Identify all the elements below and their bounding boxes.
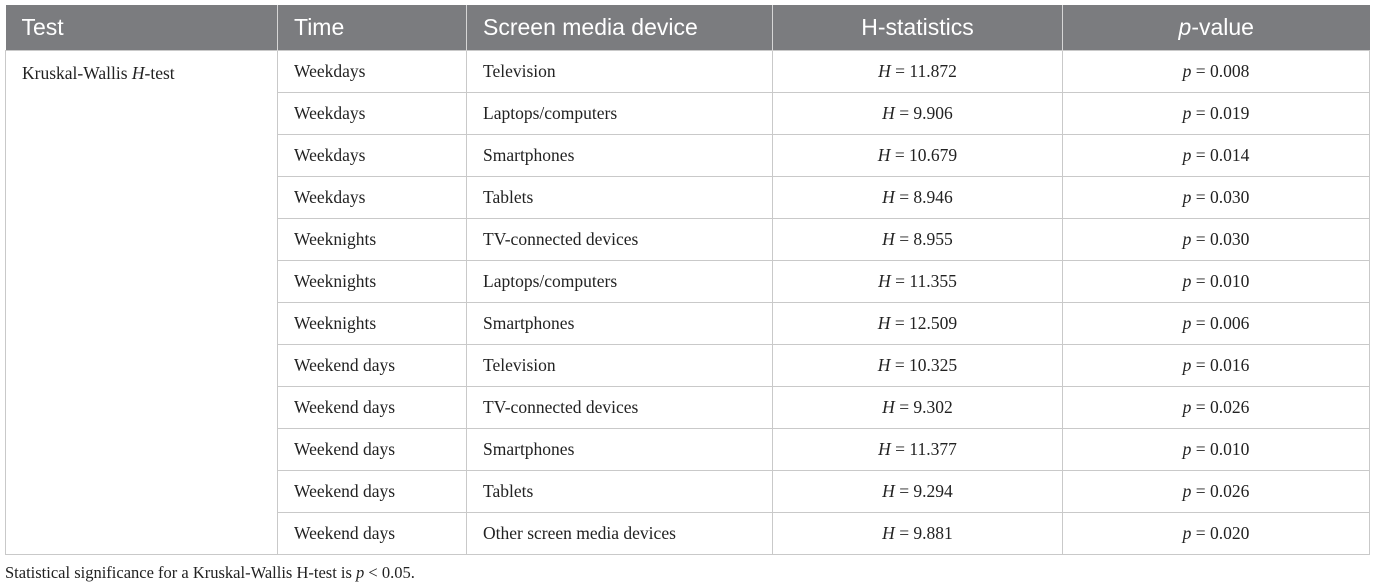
- p-value-cell: [1063, 429, 1370, 471]
- h-statistic-cell: [773, 219, 1063, 261]
- h-statistic-cell: [773, 93, 1063, 135]
- time-cell: Weeknights: [278, 303, 467, 345]
- p-value-cell: [1063, 345, 1370, 387]
- h-statistic-cell: [773, 177, 1063, 219]
- time-cell: Weekend days: [278, 429, 467, 471]
- h-statistic-cell: [773, 471, 1063, 513]
- h-value: = 9.302: [899, 397, 953, 417]
- header-p-rest: -value: [1191, 14, 1254, 40]
- device-cell: Tablets: [467, 177, 773, 219]
- footnote-suffix: < 0.05.: [364, 563, 415, 582]
- h-value: = 11.355: [895, 271, 957, 291]
- p-symbol: p: [1182, 313, 1192, 333]
- h-value: = 9.294: [899, 481, 953, 501]
- p-value-cell: [1063, 387, 1370, 429]
- p-symbol: p: [1182, 481, 1192, 501]
- time-cell: Weekend days: [278, 345, 467, 387]
- h-symbol: H: [878, 61, 891, 81]
- header-test: Test: [6, 5, 278, 51]
- time-cell: Weekdays: [278, 177, 467, 219]
- h-value: = 11.377: [895, 439, 957, 459]
- p-value-cell: [1063, 219, 1370, 261]
- h-value: = 12.509: [894, 313, 958, 333]
- header-h-statistics: H-statistics: [773, 5, 1063, 51]
- test-label-prefix: Kruskal-Wallis: [22, 63, 132, 83]
- header-p-italic: p: [1178, 14, 1192, 40]
- h-statistic-cell: [773, 429, 1063, 471]
- p-value: = 0.010: [1195, 271, 1250, 291]
- p-symbol: p: [1182, 103, 1192, 123]
- header-row: [6, 5, 1370, 51]
- footnote-italic: p: [356, 563, 365, 582]
- p-symbol: p: [1182, 187, 1192, 207]
- header-p-value: [1063, 5, 1370, 51]
- header-time: Time: [278, 5, 467, 51]
- h-value: = 11.872: [895, 61, 957, 81]
- device-cell: Other screen media devices: [467, 513, 773, 555]
- device-cell: TV-connected devices: [467, 387, 773, 429]
- test-name-cell: [6, 51, 278, 555]
- test-label-italic: H: [131, 63, 145, 83]
- h-statistic-cell: [773, 261, 1063, 303]
- table-header: [6, 5, 1370, 51]
- p-value-cell: [1063, 135, 1370, 177]
- h-symbol: H: [878, 439, 891, 459]
- p-symbol: p: [1182, 271, 1192, 291]
- h-value: = 8.946: [899, 187, 953, 207]
- time-cell: Weekdays: [278, 93, 467, 135]
- table-row: [6, 51, 1370, 93]
- h-statistic-cell: [773, 135, 1063, 177]
- p-value: = 0.020: [1195, 523, 1250, 543]
- h-symbol: H: [877, 355, 891, 375]
- h-symbol: H: [882, 187, 895, 207]
- header-device: Screen media device: [467, 5, 773, 51]
- p-value: = 0.019: [1195, 103, 1250, 123]
- h-symbol: H: [878, 271, 891, 291]
- device-cell: Laptops/computers: [467, 261, 773, 303]
- device-cell: Smartphones: [467, 429, 773, 471]
- h-statistic-cell: [773, 387, 1063, 429]
- h-value: = 10.325: [894, 355, 958, 375]
- device-cell: TV-connected devices: [467, 219, 773, 261]
- device-cell: Television: [467, 51, 773, 93]
- p-value: = 0.014: [1195, 145, 1250, 165]
- p-value-cell: [1063, 471, 1370, 513]
- device-cell: Smartphones: [467, 303, 773, 345]
- p-value: = 0.010: [1195, 439, 1250, 459]
- p-symbol: p: [1182, 145, 1192, 165]
- p-value-cell: [1063, 51, 1370, 93]
- table-footnote: [5, 563, 415, 583]
- p-value: = 0.016: [1195, 355, 1250, 375]
- p-symbol: p: [1182, 523, 1192, 543]
- h-symbol: H: [877, 313, 891, 333]
- p-value: = 0.026: [1195, 397, 1250, 417]
- table-body: [6, 51, 1370, 555]
- kruskal-wallis-results-table: [5, 5, 1370, 555]
- p-symbol: p: [1182, 61, 1192, 81]
- p-value-cell: [1063, 303, 1370, 345]
- h-symbol: H: [877, 145, 891, 165]
- p-symbol: p: [1182, 229, 1192, 249]
- h-value: = 8.955: [899, 229, 953, 249]
- p-value: = 0.026: [1195, 481, 1250, 501]
- p-value-cell: [1063, 513, 1370, 555]
- h-symbol: H: [882, 397, 895, 417]
- time-cell: Weekend days: [278, 513, 467, 555]
- footnote-prefix: Statistical significance for a Kruskal-Wallis H-test is: [5, 563, 357, 582]
- time-cell: Weeknights: [278, 219, 467, 261]
- h-symbol: H: [882, 103, 895, 123]
- p-value: = 0.030: [1195, 187, 1250, 207]
- h-value: = 9.906: [899, 103, 953, 123]
- time-cell: Weekend days: [278, 471, 467, 513]
- device-cell: Laptops/computers: [467, 93, 773, 135]
- time-cell: Weekend days: [278, 387, 467, 429]
- p-symbol: p: [1182, 439, 1192, 459]
- p-value-cell: [1063, 177, 1370, 219]
- p-symbol: p: [1182, 355, 1192, 375]
- h-symbol: H: [882, 523, 895, 543]
- device-cell: Television: [467, 345, 773, 387]
- h-symbol: H: [882, 229, 895, 249]
- time-cell: Weekdays: [278, 51, 467, 93]
- time-cell: Weekdays: [278, 135, 467, 177]
- h-statistic-cell: [773, 345, 1063, 387]
- h-value: = 10.679: [894, 145, 958, 165]
- p-value: = 0.006: [1195, 313, 1250, 333]
- results-table-container: [5, 5, 1369, 555]
- test-label-suffix: -test: [144, 63, 175, 83]
- p-value: = 0.008: [1195, 61, 1250, 81]
- time-cell: Weeknights: [278, 261, 467, 303]
- p-value-cell: [1063, 93, 1370, 135]
- device-cell: Tablets: [467, 471, 773, 513]
- h-statistic-cell: [773, 303, 1063, 345]
- h-symbol: H: [882, 481, 895, 501]
- h-statistic-cell: [773, 51, 1063, 93]
- p-value: = 0.030: [1195, 229, 1250, 249]
- p-symbol: p: [1182, 397, 1192, 417]
- p-value-cell: [1063, 261, 1370, 303]
- h-value: = 9.881: [899, 523, 953, 543]
- h-statistic-cell: [773, 513, 1063, 555]
- device-cell: Smartphones: [467, 135, 773, 177]
